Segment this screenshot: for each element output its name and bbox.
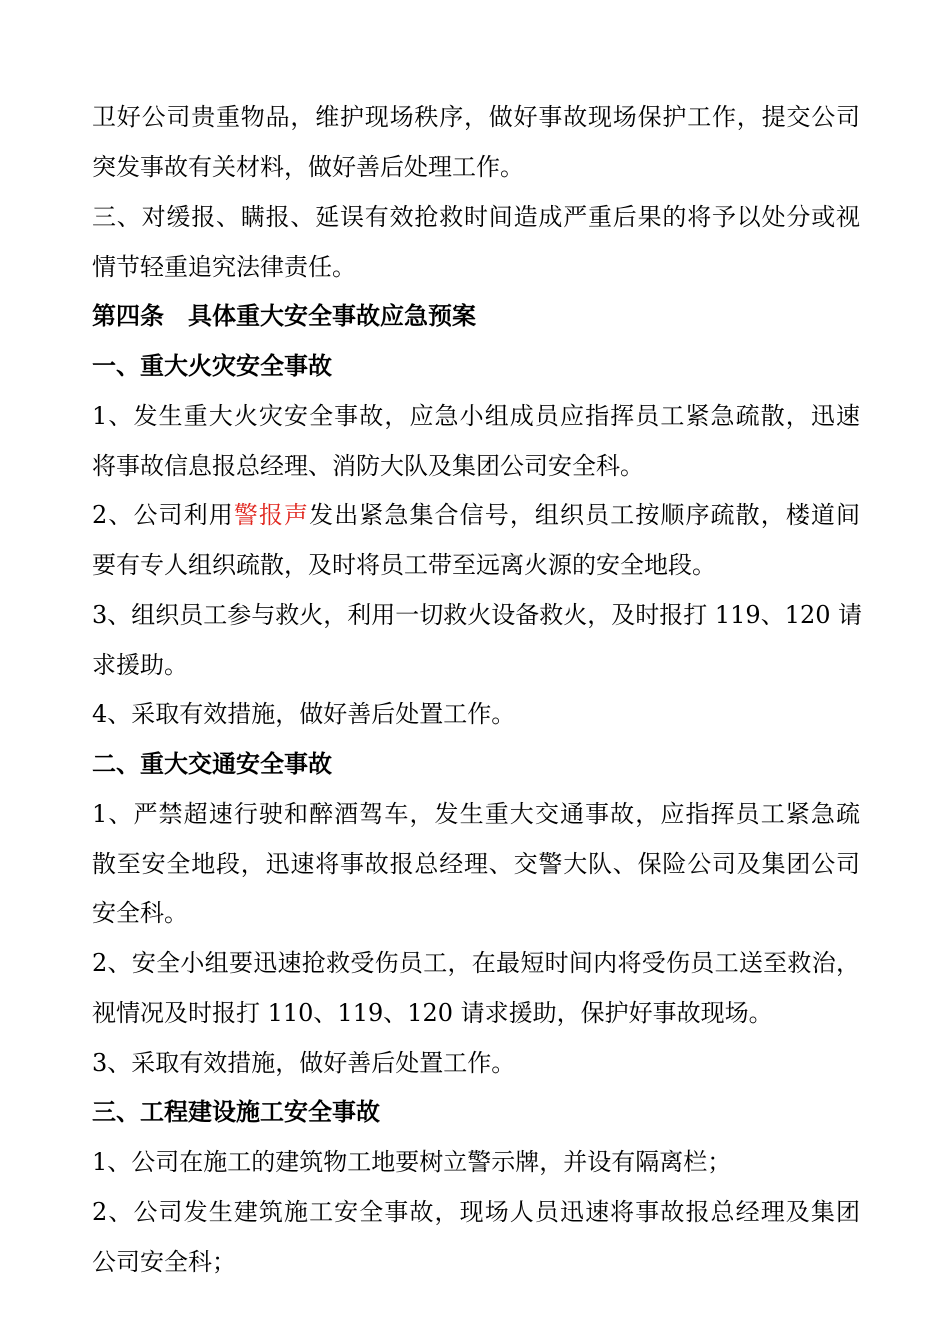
body-line: 4、采取有效措施，做好善后处置工作。 — [92, 700, 516, 728]
body-line: 3、采取有效措施，做好善后处置工作。 — [92, 1049, 516, 1077]
body-line: 突发事故有关材料，做好善后处理工作。 — [92, 153, 524, 181]
body-line: 3、组织员工参与救火，利用一切救火设备救火，及时报打 119、120 请 — [92, 601, 863, 629]
body-line: 2、安全小组要迅速抢救受伤员工，在最短时间内将受伤员工送至救治， — [92, 949, 860, 977]
section-heading: 二、重大交通安全事故 — [92, 749, 332, 778]
body-line: 散至安全地段，迅速将事故报总经理、交警大队、保险公司及集团公司 — [92, 850, 860, 878]
body-line: 视情况及时报打 110、119、120 请求援助，保护好事故现场。 — [92, 999, 773, 1027]
body-line: 卫好公司贵重物品，维护现场秩序，做好事故现场保护工作，提交公司 — [92, 103, 860, 131]
highlighted-term: 警报声 — [233, 501, 310, 529]
body-line — [92, 498, 860, 532]
body-line: 1、发生重大火灾安全事故，应急小组成员应指挥员工紧急疏散，迅速 — [92, 402, 860, 430]
body-line: 2、公司发生建筑施工安全事故，现场人员迅速将事故报总经理及集团 — [92, 1198, 860, 1226]
body-line: 三、对缓报、瞒报、延误有效抢救时间造成严重后果的将予以处分或视 — [92, 203, 860, 231]
body-line: 情节轻重追究法律责任。 — [92, 253, 356, 281]
body-line: 要有专人组织疏散，及时将员工带至远离火源的安全地段。 — [92, 551, 716, 579]
body-line: 1、严禁超速行驶和醉酒驾车，发生重大交通事故，应指挥员工紧急疏 — [92, 800, 860, 828]
article-heading: 第四条 具体重大安全事故应急预案 — [92, 301, 476, 330]
body-text: 2、公司利用 — [92, 501, 234, 529]
body-text: 发出紧急集合信号，组织员工按顺序疏散，楼道间 — [309, 501, 861, 529]
body-line: 1、公司在施工的建筑物工地要树立警示牌，并设有隔离栏； — [92, 1148, 732, 1176]
body-line: 安全科。 — [92, 899, 188, 927]
section-heading: 三、工程建设施工安全事故 — [92, 1097, 380, 1126]
body-line: 求援助。 — [92, 651, 188, 679]
section-heading: 一、重大火灾安全事故 — [92, 351, 332, 380]
body-line: 公司安全科； — [92, 1248, 236, 1276]
body-line: 将事故信息报总经理、消防大队及集团公司安全科。 — [92, 452, 644, 480]
